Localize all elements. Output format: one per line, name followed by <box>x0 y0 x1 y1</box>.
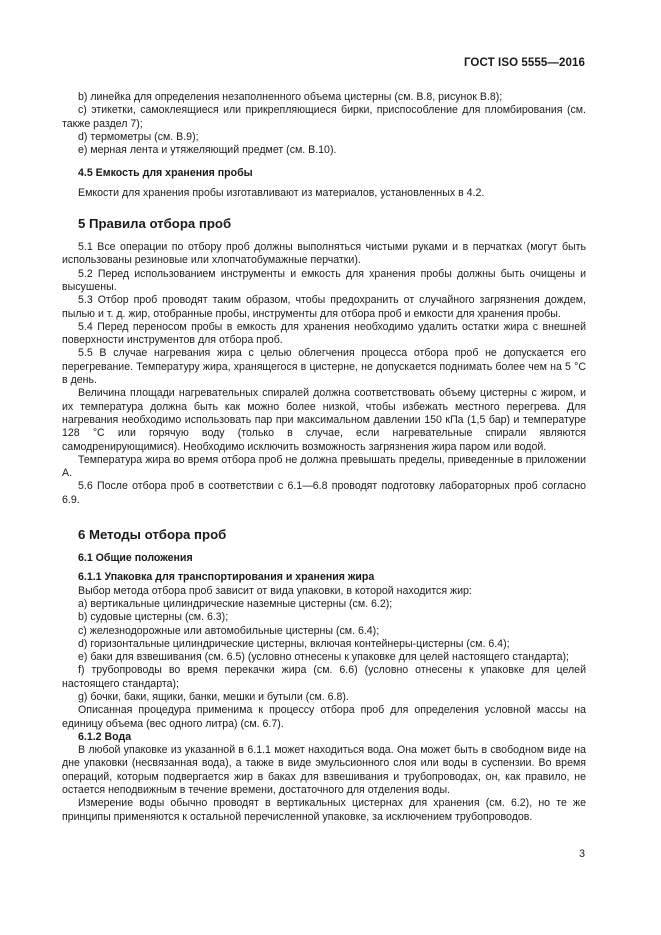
paragraph-5-2: 5.2 Перед использованием инструменты и емкость для хранения пробы должны быть очищены и высушены. <box>62 267 586 293</box>
page-number: 3 <box>579 848 585 860</box>
standard-code-header: ГОСТ ISO 5555—2016 <box>463 57 585 69</box>
package-item-a: a) вертикальные цилиндрические наземные цистерны (см. 6.2); <box>78 597 393 610</box>
package-item-d: d) горизонтальные цилиндрические цистерны, включая контейнеры-цистерны (см. 6.4); <box>78 637 510 650</box>
section-4-5-text: Емкости для хранения пробы изготавливают из материалов, установленных в 4.2. <box>78 186 485 199</box>
paragraph-5-5: 5.5 В случае нагревания жира с целью облегчения процесса отбора проб не допускается его перегревание. Температуру жира, хранящегося в цистерне, не допускается поднимать более чем на 5 °С в день. <box>62 347 586 387</box>
list-item-b: b) линейка для определения незаполненного объема цистерны (см. В.8, рисунок В.8); <box>78 91 503 103</box>
section-6-1-2-water: В любой упаковке из указанной в 6.1.1 может находиться вода. Она может быть в свободном виде на дне упаковки (несвязанная вода), а также в виде эмульсионного слоя или воды в суспензии. Во время операций, которым подвергается жир в баках для взвешивания и трубопроводах, он, как правило, не остается неподвижным в течение времени, достаточного для отделения воды. <box>62 744 586 797</box>
paragraph-5-4: 5.4 Перед переносом пробы в емкость для хранения необходимо удалить остатки жира с внешней поверхности инструментов для отбора проб. <box>62 320 586 347</box>
section-6-1-2-measurement: Измерение воды обычно проводят в вертикальных цистернах для хранения (см. 6.2), но те же принципы применяются к остальной перечисленной упаковке, за исключением трубопроводов. <box>62 797 586 823</box>
section-6-1-1-intro: Выбор метода отбора проб зависит от вида упаковки, в которой находится жир: <box>78 584 472 597</box>
section-5-heading: 5 Правила отбора проб <box>78 216 232 232</box>
package-item-e: e) баки для взвешивания (см. 6.5) (условно отнесены к упаковке для целей настоящего стандарта); <box>78 651 569 664</box>
list-item-d: d) термометры (см. В.9); <box>78 130 199 143</box>
section-6-1-heading: 6.1 Общие положения <box>78 552 193 565</box>
package-item-c: c) железнодорожные или автомобильные цистерны (см. 6.4); <box>78 624 380 637</box>
package-item-b: b) судовые цистерны (см. 6.3); <box>78 611 229 624</box>
paragraph-5-5-temperature: Температура жира во время отбора проб не должна превышать пределы, приведенные в приложении А. <box>62 453 586 480</box>
list-item-c: c) этикетки, самоклеящиеся или прикрепляющиеся бирки, приспособление для пломбирования (см. также раздел 7); <box>62 104 586 130</box>
list-item-e: e) мерная лента и утяжеляющий предмет (см. В.10). <box>78 144 337 157</box>
page-content <box>62 91 586 824</box>
paragraph-5-6: 5.6 После отбора проб в соответствии с 6.1—6.8 проводят подготовку лабораторных проб согласно 6.9. <box>62 480 586 506</box>
paragraph-5-5-heating: Величина площади нагревательных спиралей должна соответствовать объему цистерны с жиром, и их температура должна быть как можно более низкой, чтобы избежать местного перегрева. Для нагревания необходимо использовать пар при максимальном давлении 150 кПа (1,5 бар) и температуре 128 °С или горячую воду (только в случае, если нагревательные спирали являются самодренирующимися). Необходимо исключить возможность загрязнения жира паром или водой. <box>62 387 586 453</box>
section-6-heading: 6 Методы отбора проб <box>78 527 227 543</box>
section-6-1-1-note: Описанная процедура применима к процессу отбора проб для определения условной массы на единицу объема (вес одного литра) (см. 6.7). <box>62 704 586 730</box>
paragraph-5-1: 5.1 Все операции по отбору проб должны выполняться чистыми руками и в перчатках (могут быть использованы резиновые или хлопчатобумажные перчатки). <box>62 241 586 267</box>
paragraph-5-3: 5.3 Отбор проб проводят таким образом, чтобы предохранить от случайного загрязнения дождем, пылью и т. д. жир, отобранные пробы, инструменты для отбора проб и емкости для хранения пробы. <box>62 294 586 320</box>
section-6-1-1-heading: 6.1.1 Упаковка для транспортирования и хранения жира <box>78 571 375 584</box>
section-4-5-heading: 4.5 Емкость для хранения пробы <box>78 167 253 180</box>
package-item-f: f) трубопроводы во время перекачки жира (см. 6.6) (условно отнесены к упаковке для целей настоящего стандарта); <box>62 664 586 690</box>
package-item-g: g) бочки, баки, ящики, банки, мешки и бутыли (см. 6.8). <box>78 690 349 703</box>
section-6-1-2-heading: 6.1.2 Вода <box>78 730 132 743</box>
